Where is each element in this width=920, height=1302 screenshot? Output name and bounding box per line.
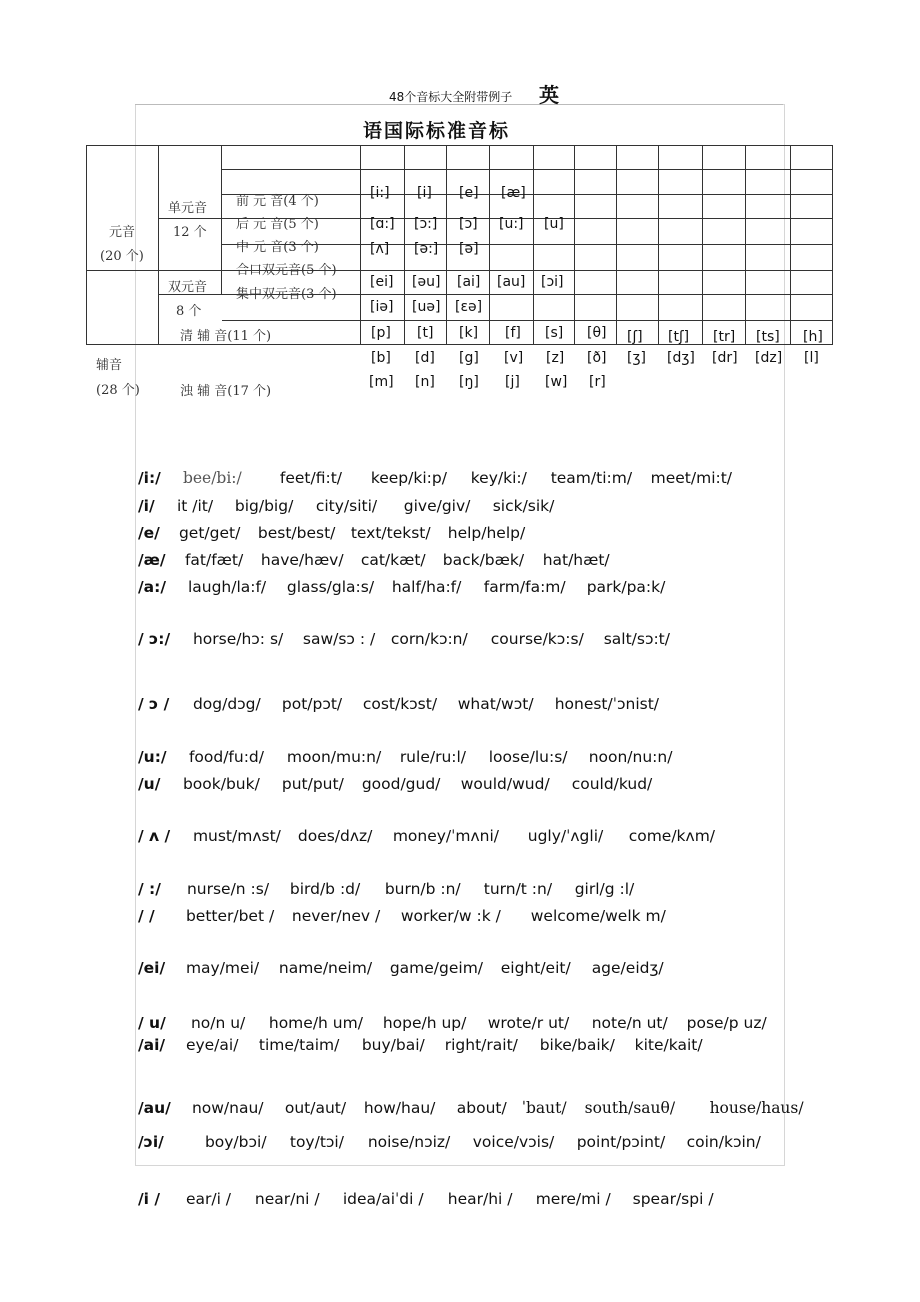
ipa-symbol: [dr] — [712, 350, 738, 366]
example-word: south/sauθ/ — [584, 1099, 676, 1117]
page-title: 语国际标准音标 — [363, 120, 511, 142]
ipa-symbol: [ʌ] — [370, 241, 390, 257]
row-label: / / — [138, 907, 155, 925]
example-word: moon/mu:n/ — [286, 748, 382, 766]
example-word: right/rait/ — [444, 1036, 518, 1054]
example-row — [138, 497, 554, 515]
table-line — [404, 145, 405, 345]
table-line — [489, 145, 490, 345]
row-label: /e/ — [138, 524, 160, 542]
table-line — [616, 145, 617, 345]
ipa-symbol: [g] — [459, 350, 479, 366]
example-word: cost/kɔst/ — [362, 695, 438, 713]
example-row — [138, 880, 634, 898]
example-word: wrote/r ut/ — [487, 1014, 570, 1032]
example-word: welcome/welk m/ — [530, 907, 666, 925]
example-word: city/siti/ — [315, 497, 378, 515]
example-word: out/aut/ — [284, 1099, 347, 1117]
example-word: now/nau/ — [191, 1099, 264, 1117]
voiceless-consonants: 清 辅 音(11 个) — [180, 329, 272, 344]
example-row — [138, 1014, 767, 1032]
ipa-symbol: [ʃ] — [627, 329, 643, 345]
example-word: must/mʌst/ — [192, 827, 281, 845]
example-word: coin/kɔin/ — [686, 1133, 761, 1151]
example-word: burn/b :n/ — [384, 880, 461, 898]
ipa-symbol: [w] — [545, 374, 568, 390]
example-row — [138, 524, 525, 542]
example-row — [138, 1133, 761, 1151]
example-word: bird/b :d/ — [289, 880, 361, 898]
ipa-symbol: [ʒ] — [627, 350, 647, 366]
example-word: may/mei/ — [185, 959, 260, 977]
table-line — [222, 169, 833, 170]
ipa-symbol: [z] — [546, 350, 565, 366]
example-word: boy/bɔi/ — [204, 1133, 267, 1151]
vowel-count: (20 个) — [100, 249, 144, 264]
ipa-symbol: [ɑ:] — [370, 216, 395, 232]
mono-count: 12 个 — [173, 225, 207, 240]
example-word: noon/nu:n/ — [588, 748, 673, 766]
mid-vowels: 中 元 音(3 个) — [236, 240, 319, 255]
example-word: never/nev / — [291, 907, 381, 925]
table-line — [832, 145, 833, 345]
table-line — [446, 145, 447, 345]
example-word: note/n ut/ — [591, 1014, 668, 1032]
ipa-symbol: [b] — [371, 350, 391, 366]
example-word: come/kʌm/ — [628, 827, 716, 845]
example-word: girl/g :l/ — [574, 880, 635, 898]
example-row — [138, 1190, 714, 1208]
consonant-label: 辅音 — [96, 358, 123, 373]
row-label: / ʌ / — [138, 827, 171, 845]
example-word: ear/i / — [185, 1190, 232, 1208]
example-word: kite/kait/ — [634, 1036, 703, 1054]
example-word: best/best/ — [257, 524, 336, 542]
example-word: point/pɔint/ — [576, 1133, 666, 1151]
example-word: what/wɔt/ — [457, 695, 534, 713]
example-row — [138, 551, 610, 569]
example-word: worker/w :k / — [400, 907, 501, 925]
example-word: hat/hæt/ — [542, 551, 610, 569]
example-word: laugh/la:f/ — [187, 578, 267, 596]
ipa-symbol: [l] — [804, 350, 819, 366]
centering-diphthongs: 集中双元音(3 个) — [236, 287, 337, 302]
example-word: near/ni / — [254, 1190, 320, 1208]
example-row — [138, 748, 672, 766]
example-word: house/haus/ — [709, 1099, 804, 1117]
ipa-symbol: [θ] — [587, 325, 607, 341]
ipa-symbol: [ɔi] — [541, 274, 564, 290]
row-label: /i:/ — [138, 469, 161, 487]
ipa-symbol: [ŋ] — [459, 374, 479, 390]
example-word: does/dʌz/ — [297, 827, 373, 845]
table-line — [790, 145, 791, 345]
example-word: time/taim/ — [258, 1036, 340, 1054]
example-word: glass/gla:s/ — [286, 578, 375, 596]
example-word: book/buk/ — [182, 775, 260, 793]
table-line — [86, 145, 833, 146]
closing-diphthongs: 合口双元音(5 个) — [236, 263, 337, 278]
ipa-symbol: [ei] — [370, 274, 394, 290]
row-label: / :/ — [138, 880, 161, 898]
example-word: turn/t :n/ — [483, 880, 553, 898]
row-label: / u/ — [138, 1014, 166, 1032]
ipa-symbol: [əu] — [412, 274, 441, 290]
ipa-symbol: [e] — [459, 185, 479, 201]
example-word: put/put/ — [281, 775, 344, 793]
example-word: better/bet / — [185, 907, 275, 925]
voiced-consonants: 浊 辅 音(17 个) — [180, 384, 272, 399]
ipa-symbol: [j] — [505, 374, 520, 390]
pre-title-char: 英 — [539, 83, 559, 107]
example-row — [138, 630, 670, 648]
example-row — [138, 775, 652, 793]
example-word: ugly/ˈʌgli/ — [527, 827, 604, 845]
example-word: pose/p uz/ — [686, 1014, 767, 1032]
example-word: give/giv/ — [403, 497, 471, 515]
ipa-symbol: [m] — [369, 374, 394, 390]
ipa-symbol: [æ] — [501, 185, 526, 201]
example-word: good/gud/ — [361, 775, 441, 793]
example-word: horse/hɔ: s/ — [192, 630, 284, 648]
ipa-symbol: [k] — [459, 325, 479, 341]
ipa-symbol: [εə] — [455, 299, 483, 315]
example-word: game/geim/ — [389, 959, 484, 977]
example-word: how/hau/ — [363, 1099, 436, 1117]
example-word: rule/ru:l/ — [399, 748, 467, 766]
table-line — [86, 145, 87, 345]
ipa-symbol: [t] — [417, 325, 434, 341]
ipa-symbol: [n] — [415, 374, 435, 390]
example-word: meet/mi:t/ — [650, 469, 733, 487]
ipa-symbol: [ai] — [457, 274, 481, 290]
example-word: it /it/ — [176, 497, 214, 515]
ipa-symbol: [ə:] — [414, 241, 439, 257]
pre-title: 48个音标大全附带例子 — [389, 90, 513, 104]
row-label: /u/ — [138, 775, 161, 793]
example-word: loose/lu:s/ — [488, 748, 568, 766]
row-label: / ɔ / — [138, 695, 170, 713]
table-line — [221, 145, 222, 295]
example-word: home/h um/ — [268, 1014, 363, 1032]
example-word: back/bæk/ — [442, 551, 525, 569]
example-word: text/tekst/ — [350, 524, 431, 542]
example-word: mere/mi / — [535, 1190, 611, 1208]
row-label: /ai/ — [138, 1036, 166, 1054]
ipa-symbol: [ð] — [587, 350, 607, 366]
example-word: voice/vɔis/ — [472, 1133, 555, 1151]
row-label: /i / — [138, 1190, 161, 1208]
example-word: dog/dɔg/ — [192, 695, 261, 713]
example-word: get/get/ — [178, 524, 241, 542]
ipa-symbol: [dz] — [755, 350, 783, 366]
example-word: farm/fa:m/ — [483, 578, 566, 596]
row-label: / ɔ:/ — [138, 630, 171, 648]
example-word: big/big/ — [234, 497, 294, 515]
example-row — [138, 907, 666, 925]
ipa-symbol: [p] — [371, 325, 391, 341]
example-word: corn/kɔ:n/ — [390, 630, 468, 648]
example-word: fat/fæt/ — [184, 551, 244, 569]
table-line — [360, 145, 361, 345]
ipa-symbol: [v] — [504, 350, 524, 366]
ipa-symbol: [u] — [544, 216, 564, 232]
example-row — [138, 695, 659, 713]
example-word: honest/ˈɔnist/ — [554, 695, 660, 713]
table-line — [702, 145, 703, 345]
example-word: eye/ai/ — [185, 1036, 239, 1054]
example-word: help/help/ — [447, 524, 526, 542]
example-row — [138, 1036, 703, 1054]
example-word: toy/tɔi/ — [289, 1133, 344, 1151]
example-row — [138, 827, 715, 845]
ipa-symbol: [ɔ] — [459, 216, 478, 232]
ipa-symbol: [dʒ] — [667, 350, 695, 366]
example-word: nurse/n :s/ — [186, 880, 270, 898]
example-word: course/kɔ:s/ — [490, 630, 584, 648]
table-line — [574, 145, 575, 345]
row-label: /a:/ — [138, 578, 166, 596]
example-row — [138, 1099, 804, 1117]
row-label: /au/ — [138, 1099, 171, 1117]
row-label: /i/ — [138, 497, 155, 515]
example-word: ˈbaut/ — [521, 1099, 567, 1117]
example-word: bike/baik/ — [539, 1036, 615, 1054]
example-word: half/ha:f/ — [391, 578, 462, 596]
ipa-symbol: [d] — [415, 350, 435, 366]
example-word: have/hæv/ — [260, 551, 344, 569]
example-word: about/ — [456, 1099, 507, 1117]
example-word: noise/nɔiz/ — [367, 1133, 451, 1151]
diph-label: 双元音 — [168, 280, 208, 295]
ipa-symbol: [tr] — [713, 329, 736, 345]
example-word: salt/sɔ:t/ — [603, 630, 670, 648]
ipa-symbol: [h] — [803, 329, 823, 345]
table-line — [158, 145, 159, 345]
example-word: team/ti:m/ — [550, 469, 633, 487]
ipa-symbol: [s] — [545, 325, 564, 341]
front-vowels: 前 元 音(4 个) — [236, 194, 319, 209]
table-line — [533, 145, 534, 345]
example-word: buy/bai/ — [361, 1036, 425, 1054]
example-word: no/n u/ — [190, 1014, 246, 1032]
ipa-symbol: [iə] — [370, 299, 394, 315]
example-row — [138, 959, 664, 977]
ipa-symbol: [i:] — [370, 185, 390, 201]
example-word: food/fu:d/ — [188, 748, 264, 766]
example-word: name/neim/ — [278, 959, 373, 977]
ipa-symbol: [uə] — [412, 299, 441, 315]
example-word: saw/sɔ : / — [302, 630, 376, 648]
example-word: idea/aiˈdi / — [342, 1190, 424, 1208]
ipa-symbol: [f] — [505, 325, 521, 341]
table-line — [658, 145, 659, 345]
example-word: hear/hi / — [447, 1190, 513, 1208]
example-row — [138, 578, 665, 596]
example-word: sick/sik/ — [492, 497, 555, 515]
ipa-symbol: [r] — [589, 374, 606, 390]
diph-count: 8 个 — [176, 304, 202, 319]
example-word: would/wud/ — [460, 775, 550, 793]
table-line — [745, 145, 746, 345]
ipa-symbol: [i] — [417, 185, 432, 201]
example-word: age/eidʒ/ — [591, 959, 664, 977]
ipa-symbol: [tʃ] — [668, 329, 690, 345]
example-word: bee/bi:/ — [182, 469, 242, 487]
example-word: cat/kæt/ — [360, 551, 426, 569]
table-line — [86, 270, 833, 271]
consonant-count: (28 个) — [96, 383, 140, 398]
example-word: eight/eit/ — [500, 959, 571, 977]
table-line — [222, 320, 833, 321]
example-word: hope/h up/ — [382, 1014, 467, 1032]
example-word: key/ki:/ — [470, 469, 527, 487]
ipa-symbol: [ə] — [459, 241, 479, 257]
example-word: spear/spi / — [632, 1190, 714, 1208]
row-label: /ei/ — [138, 959, 166, 977]
ipa-symbol: [ɔ:] — [414, 216, 438, 232]
ipa-symbol: [u:] — [499, 216, 524, 232]
example-word: feet/fi:t/ — [279, 469, 342, 487]
example-word: money/ˈmʌni/ — [392, 827, 500, 845]
example-word: pot/pɔt/ — [281, 695, 343, 713]
vowel-label: 元音 — [109, 225, 136, 240]
row-label: /u:/ — [138, 748, 167, 766]
example-word: park/pa:k/ — [586, 578, 666, 596]
example-row — [138, 469, 732, 487]
mono-label: 单元音 — [168, 201, 208, 216]
example-word: keep/ki:p/ — [370, 469, 447, 487]
row-label: /æ/ — [138, 551, 166, 569]
ipa-symbol: [ts] — [756, 329, 780, 345]
row-label: /ɔi/ — [138, 1133, 164, 1151]
example-word: could/kud/ — [571, 775, 653, 793]
back-vowels: 后 元 音(5 个) — [236, 217, 319, 232]
ipa-symbol: [au] — [497, 274, 526, 290]
